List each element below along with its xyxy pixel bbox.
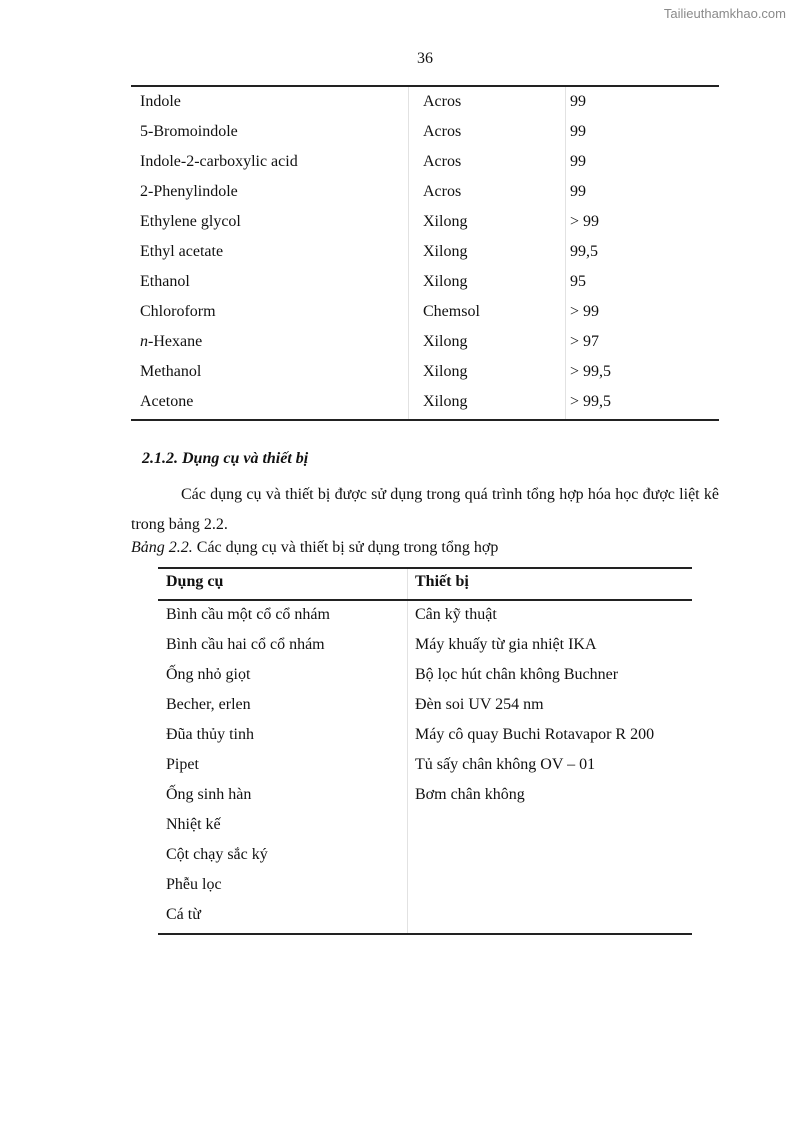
table-row bbox=[131, 179, 719, 209]
chemical-name bbox=[140, 393, 193, 411]
supplier: Xilong bbox=[423, 333, 468, 350]
supplier: Acros bbox=[423, 123, 462, 140]
supplier: Xilong bbox=[423, 213, 468, 230]
supplier: Xilong bbox=[423, 273, 468, 290]
chemical-name bbox=[140, 123, 238, 141]
equipment-cell: Tủ sấy chân không OV – 01 bbox=[415, 756, 596, 773]
tool-cell: Nhiệt kế bbox=[166, 816, 221, 833]
tool-cell: Pipet bbox=[166, 756, 199, 773]
tool-cell: Ống nhỏ giọt bbox=[166, 666, 251, 683]
purity: > 99 bbox=[570, 303, 600, 320]
supplier: Acros bbox=[423, 183, 462, 200]
table-row bbox=[158, 603, 692, 633]
purity: > 99,5 bbox=[570, 363, 612, 380]
tool-cell: Ống sinh hàn bbox=[166, 786, 252, 803]
page-number: 36 bbox=[417, 50, 433, 67]
supplier: Acros bbox=[423, 93, 462, 110]
supplier: Acros bbox=[423, 153, 462, 170]
chemical-name-text: Ethyl acetate bbox=[140, 243, 224, 260]
equipment-cell: Bộ lọc hút chân không Buchner bbox=[415, 666, 619, 683]
supplier: Chemsol bbox=[423, 303, 480, 320]
chemical-name bbox=[140, 153, 298, 171]
chemical-name bbox=[140, 303, 216, 321]
table-row bbox=[158, 753, 692, 783]
chemical-name bbox=[140, 213, 241, 231]
supplier: Xilong bbox=[423, 393, 468, 410]
table-row bbox=[131, 89, 719, 119]
table-row bbox=[131, 359, 719, 389]
chemical-name-text: Ethylene glycol bbox=[140, 213, 241, 230]
chemical-name-text: Chloroform bbox=[140, 303, 216, 320]
supplier: Xilong bbox=[423, 243, 468, 260]
table-row bbox=[131, 329, 719, 359]
table-row bbox=[158, 663, 692, 693]
table-header bbox=[158, 569, 692, 601]
purity: > 97 bbox=[570, 333, 600, 350]
purity: 95 bbox=[570, 273, 586, 290]
equipment-cell: Cân kỹ thuật bbox=[415, 606, 497, 623]
tool-cell: Đũa thủy tinh bbox=[166, 726, 254, 743]
chemical-name bbox=[140, 93, 181, 111]
chemical-name-prefix: n bbox=[140, 333, 148, 350]
table-caption bbox=[131, 539, 498, 557]
chemical-name bbox=[140, 183, 238, 201]
table-row bbox=[131, 299, 719, 329]
chemical-name-text: Indole bbox=[140, 93, 181, 110]
section-paragraph: Các dụng cụ và thiết bị được sử dụng trong quá trình tổng hợp hóa học được liệt kê trong bảng 2.2. bbox=[131, 486, 719, 533]
tool-cell: Cột chạy sắc ký bbox=[166, 846, 268, 863]
section-heading: 2.1.2. Dụng cụ và thiết bị bbox=[142, 450, 309, 467]
purity: 99 bbox=[570, 153, 586, 170]
purity: 99 bbox=[570, 93, 586, 110]
table-row bbox=[158, 843, 692, 873]
chemical-name-text: -Hexane bbox=[148, 333, 203, 350]
table-row bbox=[158, 813, 692, 843]
tool-cell: Bình cầu một cổ cổ nhám bbox=[166, 606, 330, 623]
table-row bbox=[158, 903, 692, 933]
tool-cell: Becher, erlen bbox=[166, 696, 251, 713]
purity: 99,5 bbox=[570, 243, 598, 260]
equipment-table bbox=[158, 567, 692, 935]
table-row bbox=[131, 149, 719, 179]
chemical-name-text: Ethanol bbox=[140, 273, 190, 290]
table-row bbox=[158, 723, 692, 753]
table-row bbox=[131, 239, 719, 269]
header-equipment: Thiết bị bbox=[415, 573, 469, 590]
chemical-name-text: Acetone bbox=[140, 393, 194, 410]
table-row bbox=[131, 209, 719, 239]
table-row bbox=[158, 693, 692, 723]
table-row bbox=[131, 269, 719, 299]
chemical-name-text: Indole-2-carboxylic acid bbox=[140, 153, 298, 170]
equipment-cell: Máy khuấy từ gia nhiệt IKA bbox=[415, 636, 597, 653]
equipment-cell: Máy cô quay Buchi Rotavapor R 200 bbox=[415, 726, 655, 743]
table-row bbox=[158, 783, 692, 813]
chemical-name-text: 2-Phenylindole bbox=[140, 183, 238, 200]
equipment-cell: Đèn soi UV 254 nm bbox=[415, 696, 544, 713]
purity: 99 bbox=[570, 123, 586, 140]
chemical-name bbox=[140, 333, 202, 351]
header-tools: Dụng cụ bbox=[166, 573, 224, 590]
tool-cell: Bình cầu hai cổ cổ nhám bbox=[166, 636, 325, 653]
tool-cell: Phễu lọc bbox=[166, 876, 222, 893]
equipment-cell: Bơm chân không bbox=[415, 786, 525, 803]
table-row bbox=[131, 389, 719, 419]
chemical-name bbox=[140, 273, 190, 291]
chemical-name bbox=[140, 243, 223, 261]
table-row bbox=[158, 633, 692, 663]
caption-label: Bảng 2.2. bbox=[131, 539, 193, 556]
purity: > 99,5 bbox=[570, 393, 612, 410]
chemical-name bbox=[140, 363, 201, 381]
caption-text: Các dụng cụ và thiết bị sử dụng trong tổng hợp bbox=[192, 539, 499, 556]
chemical-name-text: 5-Bromoindole bbox=[140, 123, 238, 140]
tool-cell: Cá từ bbox=[166, 906, 201, 923]
watermark: Tailieuthamkhao.com bbox=[663, 6, 786, 21]
purity: 99 bbox=[570, 183, 586, 200]
supplier: Xilong bbox=[423, 363, 468, 380]
chemicals-table bbox=[131, 85, 719, 421]
purity: > 99 bbox=[570, 213, 600, 230]
table-row bbox=[158, 873, 692, 903]
table-row bbox=[131, 119, 719, 149]
chemical-name-text: Methanol bbox=[140, 363, 202, 380]
